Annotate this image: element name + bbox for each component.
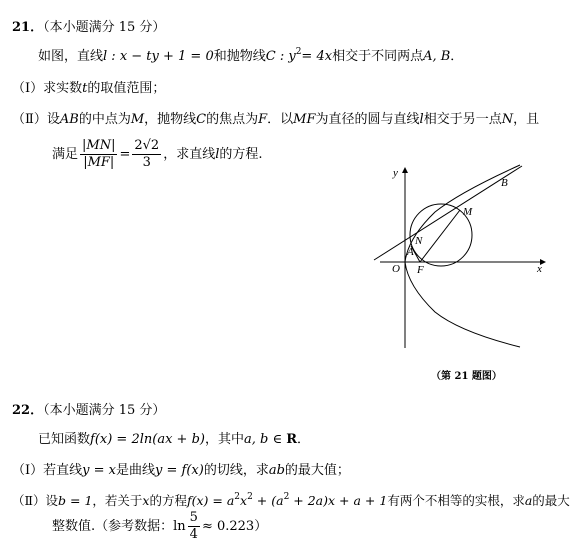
q22-part1-curve: y = f(x) xyxy=(155,463,204,478)
q22-part2-eq1: f(x) = a xyxy=(186,493,235,508)
q21-points: （本小题满分 15 分） xyxy=(43,20,166,35)
q22-part2-c: 的方程 xyxy=(149,493,187,508)
q21-cond-eq: = xyxy=(119,147,131,162)
q22-part1-c: 的切线，求 xyxy=(203,463,269,478)
q21-cond-rnum: 2√2 xyxy=(134,138,160,153)
q22-part2-x: x xyxy=(142,493,150,508)
q22-ln: ln xyxy=(173,519,186,534)
q21-part1-text: 求实数 xyxy=(43,81,83,96)
q21-part2-b: 的中点为 xyxy=(78,112,131,127)
q22-ln-num: 5 xyxy=(189,510,198,525)
q21-part2-mf: MF xyxy=(293,112,316,127)
q22-cond: a, b ∈ xyxy=(243,432,287,447)
label-o: O xyxy=(392,263,400,275)
q22-header xyxy=(12,402,165,420)
q22-part1-ab: ab xyxy=(268,463,285,478)
q21-points-ab: A, B xyxy=(423,49,451,64)
q22-part1-d: 的最大值； xyxy=(284,463,350,478)
label-a: A xyxy=(407,246,414,258)
q21-figure xyxy=(360,160,560,355)
q22-number: 22． xyxy=(12,403,44,418)
q21-cond-l: l xyxy=(215,147,220,162)
q21-cond-fraction xyxy=(80,138,117,171)
q22-part2-b: ，若关于 xyxy=(92,493,143,508)
q21-cond-suffix: ，求直线 xyxy=(163,147,216,162)
q22-part2-eq4: + 2a)x + a + 1 xyxy=(289,493,388,508)
q22-ln-val: ≈ 0.223） xyxy=(201,519,268,534)
q22-part1 xyxy=(12,462,350,480)
q22-part1-label: （Ⅰ） xyxy=(12,463,44,478)
q21-intro-text-a: 如图，直线 xyxy=(38,49,104,64)
q21-intro-end: ． xyxy=(450,49,464,64)
q21-figure-caption: （第 21 题图） xyxy=(431,371,502,382)
label-m: M xyxy=(463,206,473,218)
q22-part1-a: 若直线 xyxy=(43,463,83,478)
q21-cond-num: |MN| xyxy=(82,138,116,153)
q22-part2-eq-sup1: 2 xyxy=(234,492,241,502)
q22-intro xyxy=(38,431,310,449)
q21-part2-m: M xyxy=(130,112,145,127)
q21-cond-den: |MF| xyxy=(83,155,115,170)
q21-parabola: C : y xyxy=(265,49,296,64)
q22-cond-r: R xyxy=(286,432,298,447)
q21-parabola-rhs: = 4x xyxy=(301,49,333,64)
q22-intro-a: 已知函数 xyxy=(38,432,91,447)
q21-part2-g: 为直径的圆与直线 xyxy=(315,112,420,127)
label-y: y xyxy=(393,167,398,179)
label-n: N xyxy=(415,235,423,247)
q21-part2 xyxy=(12,111,539,129)
q22-part2-a-var: a xyxy=(524,493,533,508)
q22-ln-fraction xyxy=(188,510,200,543)
q22-part2 xyxy=(12,492,570,510)
q21-part2-f: F xyxy=(258,112,268,127)
q21-part2-i: ，且 xyxy=(513,112,540,127)
q21-part2-l: l xyxy=(419,112,424,127)
q22-part2-eq2: x xyxy=(240,493,248,508)
q21-parabola-exp: 2 xyxy=(295,47,302,57)
q22-intro-end: ． xyxy=(297,432,311,447)
q21-part2-cc: C xyxy=(196,112,207,127)
q21-part2-label: （Ⅱ） xyxy=(12,112,47,127)
q21-part2-n: N xyxy=(501,112,514,127)
q22-part2-d: 有两个不相等的实根，求 xyxy=(387,493,525,508)
q21-part1 xyxy=(12,80,165,98)
q22-intro-b: ，其中 xyxy=(204,432,244,447)
q22-ln-den: 4 xyxy=(189,527,198,542)
q22-part2-eq3: + (a xyxy=(252,493,284,508)
q22-part1-b: 是曲线 xyxy=(116,463,156,478)
q21-part2-h: 相交于另一点 xyxy=(423,112,502,127)
label-f: F xyxy=(417,264,424,276)
q21-part1-label: （Ⅰ） xyxy=(12,81,44,96)
label-b: B xyxy=(501,177,508,189)
q21-cond-ratio xyxy=(132,138,161,171)
q21-part2-ab: AB xyxy=(59,112,79,127)
q22-func: f(x) = 2ln(ax + b) xyxy=(90,432,205,447)
q22-part1-line: y = x xyxy=(82,463,116,478)
label-x: x xyxy=(537,263,542,275)
q22-part2-eq-sup3: 2 xyxy=(283,492,290,502)
q21-part2-e: ．以 xyxy=(267,112,294,127)
q22-part2-eq-sup2: 2 xyxy=(247,492,253,502)
q21-number: 21． xyxy=(12,20,44,35)
q22-part2-label: （Ⅱ） xyxy=(12,493,46,508)
q22-part2-cont xyxy=(52,510,267,544)
q21-cond-end: 的方程. xyxy=(219,147,263,162)
q21-cond-prefix: 满足 xyxy=(52,147,79,162)
q21-intro xyxy=(38,48,463,66)
q21-part2-c: ，抛物线 xyxy=(144,112,197,127)
q21-header xyxy=(12,19,165,37)
q21-part1-text2: 的取值范围； xyxy=(87,81,166,96)
q21-cond-rden: 3 xyxy=(142,155,151,170)
line-l xyxy=(374,166,522,260)
q22-part2-f: 整数值.（参考数据： xyxy=(52,519,174,534)
q21-part2-d: 的焦点为 xyxy=(206,112,259,127)
q21-part2-a: 设 xyxy=(46,112,60,127)
q22-part2-e: 的最大 xyxy=(532,493,570,508)
q22-part2-a: 设 xyxy=(45,493,59,508)
q21-condition xyxy=(52,138,263,172)
q21-intro-text-c: 相交于不同两点 xyxy=(332,49,424,64)
q21-part1-var: t xyxy=(82,81,88,96)
q22-points: （本小题满分 15 分） xyxy=(43,403,166,418)
q21-intro-text-b: 和抛物线 xyxy=(213,49,266,64)
q21-line-l: l : x − ty + 1 = 0 xyxy=(103,49,214,64)
parabola-curve xyxy=(405,165,520,347)
q22-part2-b1: b = 1 xyxy=(58,493,93,508)
